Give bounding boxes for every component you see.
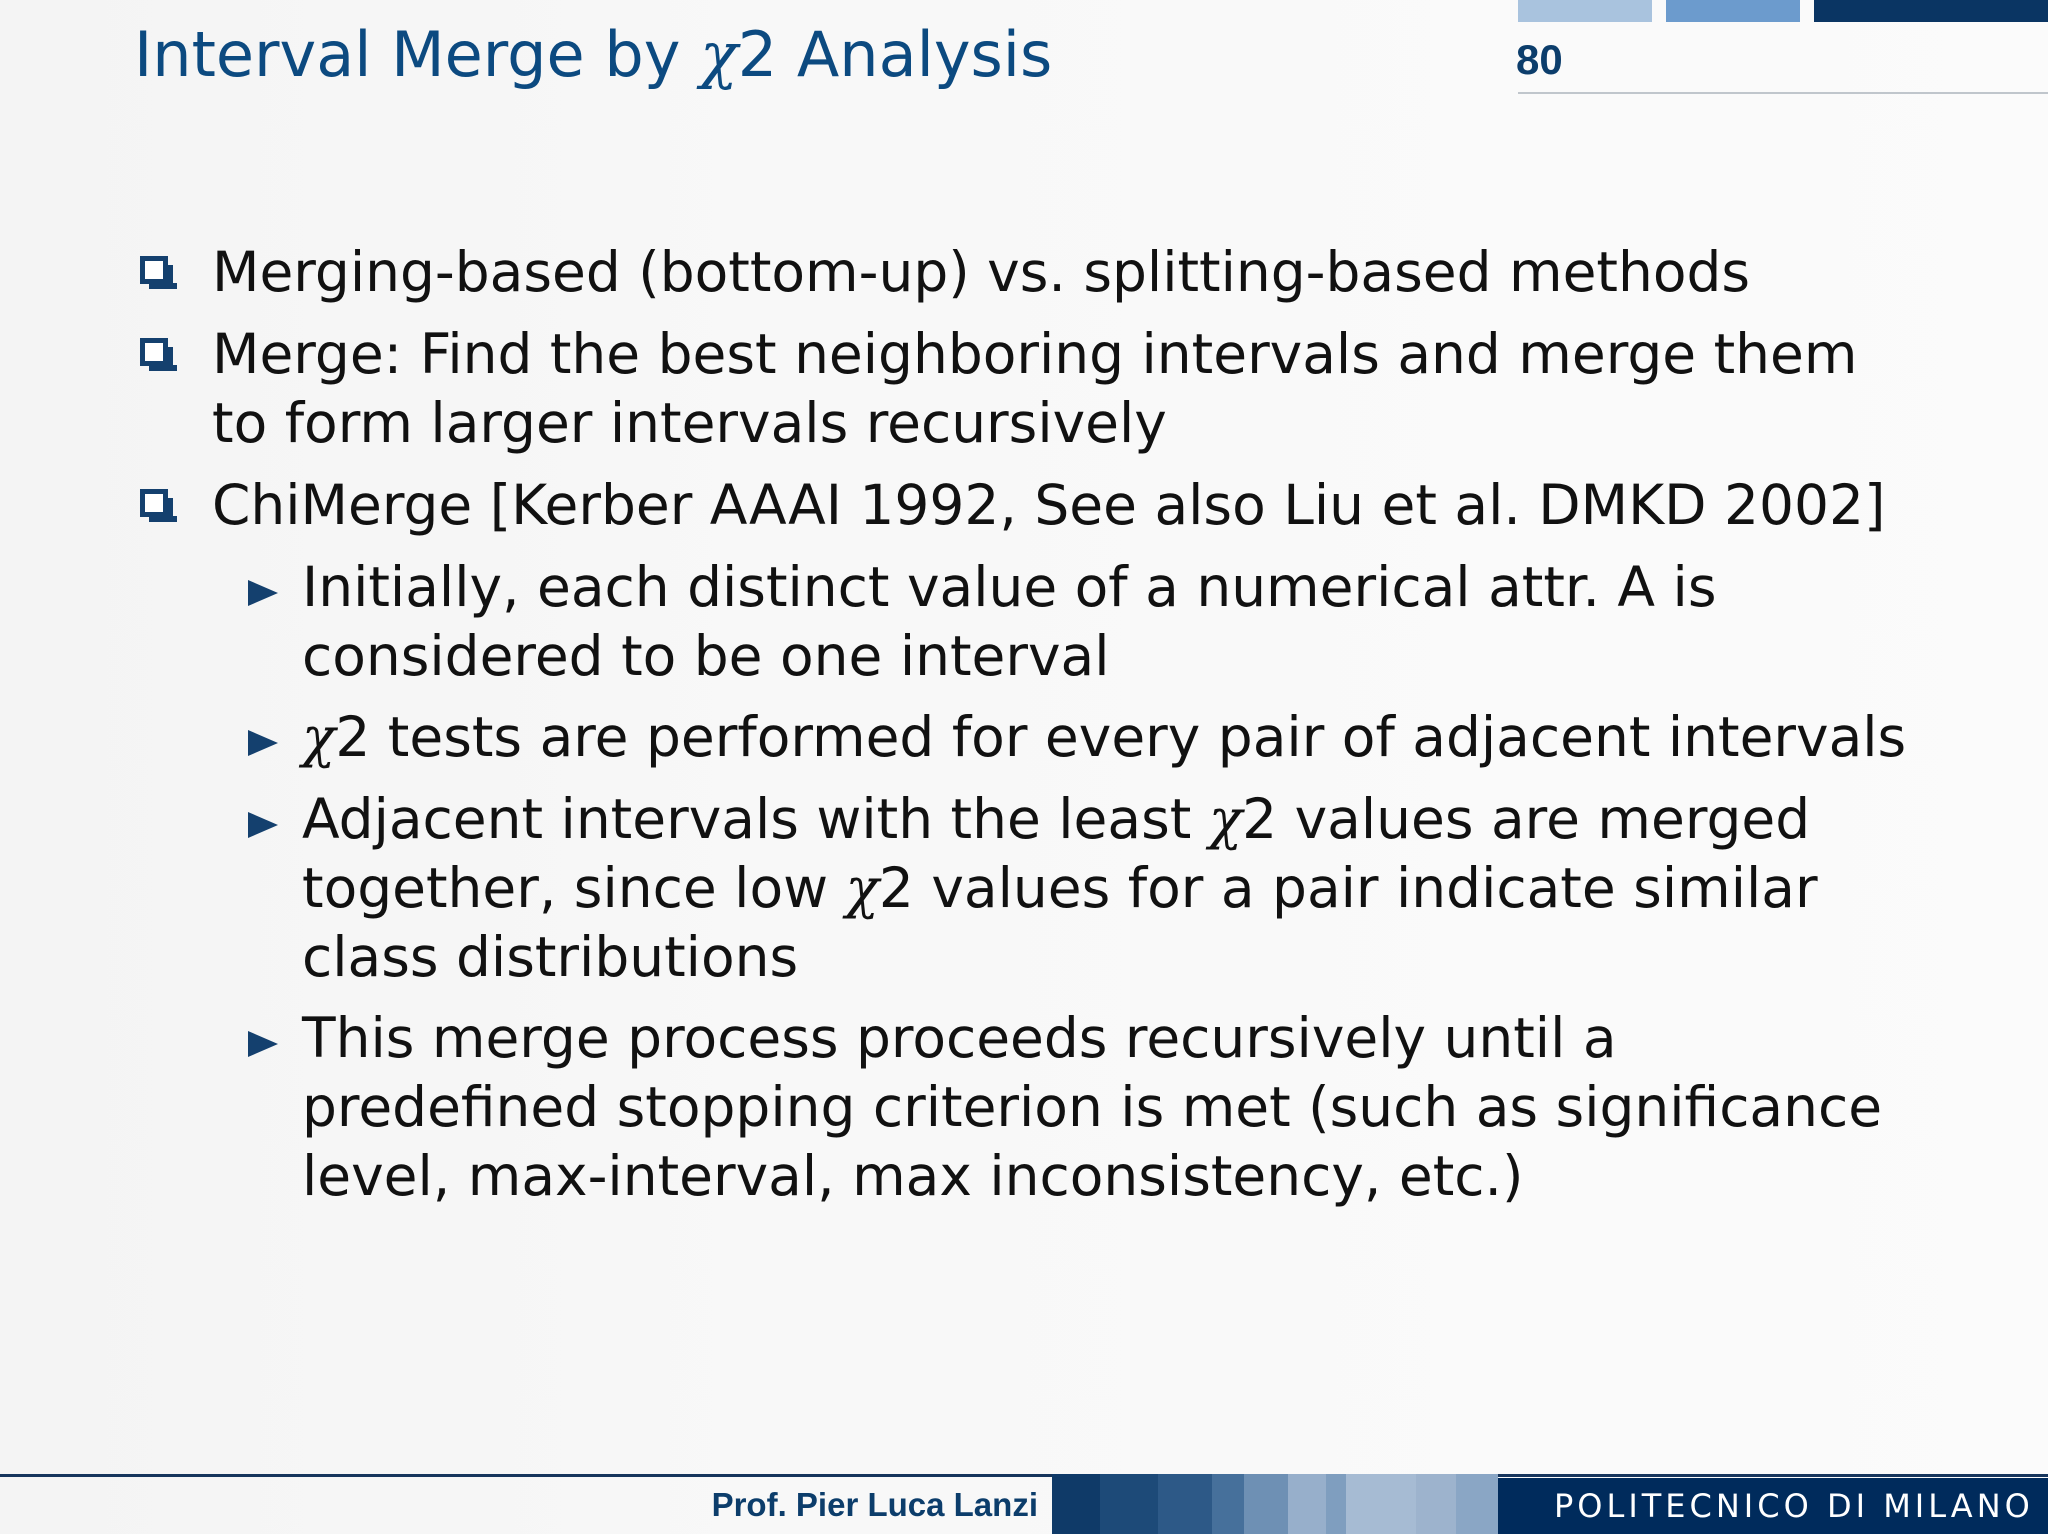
sub-bullet-line: predefined stopping criterion is met (such as significance — [302, 1075, 1883, 1139]
sub-bullet-line — [302, 703, 2022, 772]
footer-bar-segment — [1346, 1474, 1416, 1534]
sub-bullet-text: 2 values are merged — [1242, 787, 1811, 851]
footer-bar-segment — [1416, 1474, 1456, 1534]
chi-symbol: χ — [302, 705, 336, 769]
sub-bullet-text: 2 values for a pair indicate similar — [878, 856, 1818, 920]
sub-bullet-line: class distributions — [302, 925, 799, 989]
sub-bullet-line — [302, 854, 2022, 923]
footer-bar-segment — [1456, 1474, 1498, 1534]
header-block-medium — [1666, 0, 1800, 22]
sub-bullet-line: Initially, each distinct value of a numerical attr. A is — [302, 555, 1717, 619]
slide-title-suffix: 2 Analysis — [737, 18, 1053, 91]
square-bullet-icon — [140, 338, 168, 366]
slide-title-chi: χ — [700, 18, 738, 91]
sub-bullet-text: Adjacent intervals with the least — [302, 787, 1209, 851]
header-block-dark — [1814, 0, 2048, 22]
chi-symbol: χ — [1208, 787, 1243, 851]
arrow-bullet-icon — [248, 812, 278, 838]
slide-title — [134, 14, 1052, 96]
footer-bar-segment — [1212, 1474, 1244, 1534]
arrow-bullet-icon — [248, 580, 278, 606]
slide-title-prefix: Interval Merge by — [134, 18, 701, 91]
footer-bar-segment — [1244, 1474, 1288, 1534]
page-number: 80 — [1516, 36, 1563, 83]
square-bullet-icon — [140, 489, 168, 517]
sub-bullet-line: considered to be one interval — [302, 624, 1110, 688]
bullet-item-line: Merge: Find the best neighboring intervals and merge them — [212, 322, 1858, 386]
sub-bullet-line — [302, 785, 2022, 854]
sub-bullet-text: together, since low — [302, 856, 846, 920]
bullet-item: Merging-based (bottom-up) vs. splitting-based methods — [212, 240, 1751, 304]
bullet-item: ChiMerge [Kerber AAAI 1992, See also Liu et al. DMKD 2002] — [212, 473, 1886, 537]
footer-author: Prof. Pier Luca Lanzi — [711, 1486, 1038, 1523]
footer-bar-segment — [1052, 1474, 1100, 1534]
square-bullet-icon — [140, 256, 168, 284]
chi-symbol: χ — [845, 856, 879, 920]
arrow-bullet-icon — [248, 1031, 278, 1057]
footer-bar-segment — [1158, 1474, 1212, 1534]
footer-institution: POLITECNICO DI MILANO — [1498, 1478, 2048, 1534]
header-decoration — [1518, 0, 2048, 22]
sub-bullet-line: This merge process proceeds recursively until a — [302, 1006, 1617, 1070]
header-block-light — [1518, 0, 1652, 22]
sub-bullet-line: level, max-interval, max inconsistency, etc.) — [302, 1144, 1524, 1208]
header-rule — [1518, 92, 2048, 94]
footer-bar-segment — [1326, 1474, 1346, 1534]
arrow-bullet-icon — [248, 730, 278, 756]
footer-bar-segment — [1288, 1474, 1326, 1534]
footer-bar-segment — [1100, 1474, 1158, 1534]
sub-bullet-text: 2 tests are performed for every pair of adjacent intervals — [335, 705, 1907, 769]
bullet-item-line: to form larger intervals recursively — [212, 391, 1167, 455]
